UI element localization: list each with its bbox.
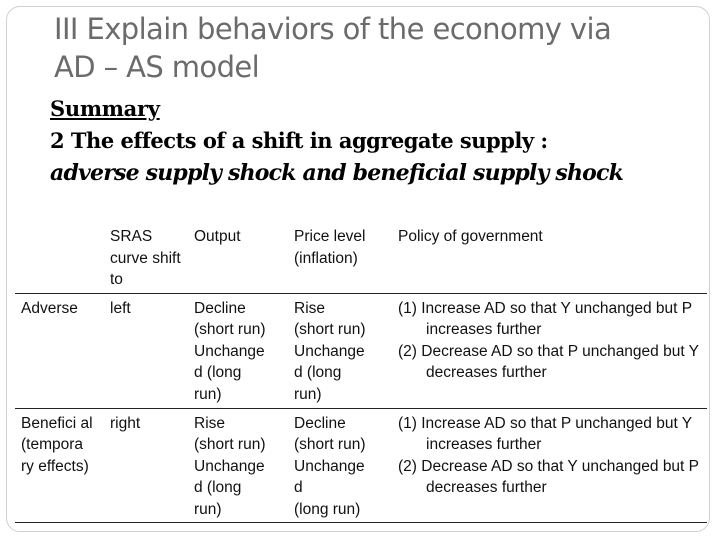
output-line: run) [194, 385, 222, 403]
price-line: (short run) [294, 436, 366, 453]
header-price-level: Price level (inflation) [294, 228, 366, 267]
price-line: Rise [294, 299, 326, 317]
price-cell [288, 408, 392, 523]
output-cell [188, 408, 288, 523]
price-line: d (long [294, 364, 342, 381]
output-line: (short run) [194, 321, 266, 338]
table-row-adverse [15, 293, 707, 408]
output-line: run) [194, 500, 222, 518]
effects-heading: 2 The effects of a shift in aggregate supply : [50, 128, 548, 153]
output-cell [188, 293, 288, 408]
shift-direction-cell: right [104, 408, 188, 523]
header-output: Output [194, 228, 241, 245]
policy-list [398, 298, 701, 384]
output-line: Rise [194, 414, 226, 432]
output-line: d (long [194, 479, 242, 496]
policy-cell [392, 293, 707, 408]
output-line: Unchange [194, 342, 265, 360]
shift-direction-cell: left [104, 293, 188, 408]
policy-item: (1) Increase AD so that P unchanged but Y increases further [398, 414, 692, 453]
slide-title [54, 10, 694, 86]
header-sras-shift: SRAS curve shift to [110, 228, 181, 288]
table-row-beneficial [15, 408, 707, 523]
price-line: run) [294, 385, 322, 403]
price-line: Unchange [294, 457, 365, 475]
shock-heading: adverse supply shock and beneficial supply shock [50, 160, 624, 186]
policy-item: (1) Increase AD so that Y unchanged but P increases further [398, 299, 692, 338]
price-line: Decline [294, 414, 346, 432]
output-line: d (long [194, 364, 242, 381]
output-line: Decline [194, 299, 246, 317]
output-line: Unchange [194, 457, 265, 475]
price-line: (short run) [294, 321, 366, 338]
summary-label: Summary [50, 96, 160, 121]
row-type-cell: Adverse [15, 293, 104, 408]
slide-subtitle [50, 94, 670, 188]
output-line: (short run) [194, 436, 266, 453]
price-line: d [294, 479, 303, 496]
slide-title-line-2: AD – AS model [54, 50, 260, 84]
policy-list [398, 413, 701, 499]
price-cell [288, 293, 392, 408]
price-line: (long run) [294, 500, 361, 518]
policy-cell [392, 408, 707, 523]
supply-shock-table [15, 222, 707, 523]
row-type-cell: Benefici al (tempora ry effects) [15, 408, 104, 523]
policy-item: (2) Decrease AD so that Y unchanged but P decreases further [398, 457, 699, 496]
table-header-row [15, 222, 707, 293]
header-policy: Policy of government [398, 228, 543, 245]
price-line: Unchange [294, 342, 365, 360]
slide-title-line-1: III Explain behaviors of the economy via [54, 12, 612, 46]
header-cell-empty [15, 222, 104, 293]
policy-item: (2) Decrease AD so that P unchanged but Y decreases further [398, 342, 699, 381]
